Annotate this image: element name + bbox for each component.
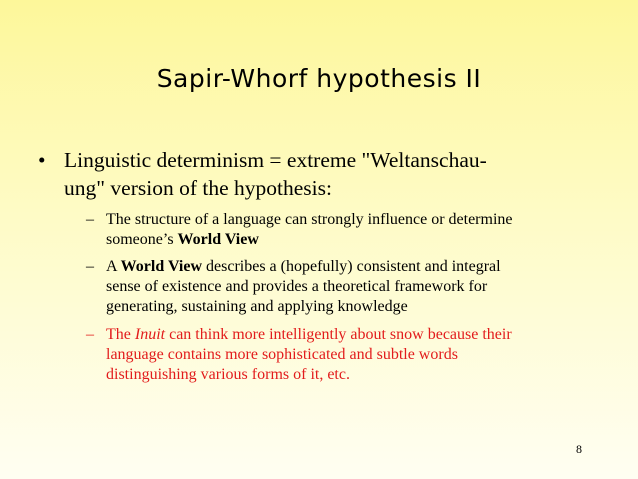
sub-bullet-marker: – (86, 258, 94, 275)
bullet-marker: • (38, 148, 46, 172)
italic-term-inuit: Inuit (134, 326, 166, 343)
text-fragment: someone’s (106, 231, 178, 248)
main-bullet-line-2: ung" version of the hypothesis: (64, 176, 332, 200)
sub-bullet-line: distinguishing various forms of it, etc. (106, 366, 350, 383)
sub-bullet-inuit (86, 325, 586, 385)
text-fragment: A (106, 258, 121, 275)
page-number: 8 (576, 442, 582, 456)
bold-term-world-view: World View (177, 231, 259, 248)
sub-bullet-line (106, 230, 586, 250)
sub-bullet-text (106, 325, 586, 385)
text-fragment: can think more intelligently about snow because their (165, 326, 512, 343)
main-bullet-text (64, 146, 598, 202)
sub-bullet-line: The structure of a language can strongly influence or determine (106, 211, 513, 228)
sub-bullet-marker: – (86, 326, 94, 343)
main-bullet-line-1: Linguistic determinism = extreme "Weltanschau- (64, 148, 487, 172)
text-fragment: describes a (hopefully) consistent and integral (202, 258, 501, 275)
sub-bullet-world-view (86, 257, 586, 317)
sub-bullet-text (106, 210, 586, 250)
sub-bullet-line (106, 257, 586, 277)
sub-bullet-marker: – (86, 211, 94, 228)
bold-term-world-view: World View (120, 258, 203, 275)
text-fragment: The (106, 326, 135, 343)
slide-title: Sapir-Whorf hypothesis II (156, 64, 482, 93)
sub-bullet-structure (86, 210, 586, 250)
sub-bullet-line: language contains more sophisticated and subtle words (106, 346, 458, 363)
sub-bullet-line: generating, sustaining and applying knowledge (106, 298, 408, 315)
sub-bullet-line: sense of existence and provides a theoretical framework for (106, 278, 488, 295)
main-bullet (38, 146, 598, 202)
sub-bullet-line (106, 325, 586, 345)
sub-bullet-text (106, 257, 586, 317)
